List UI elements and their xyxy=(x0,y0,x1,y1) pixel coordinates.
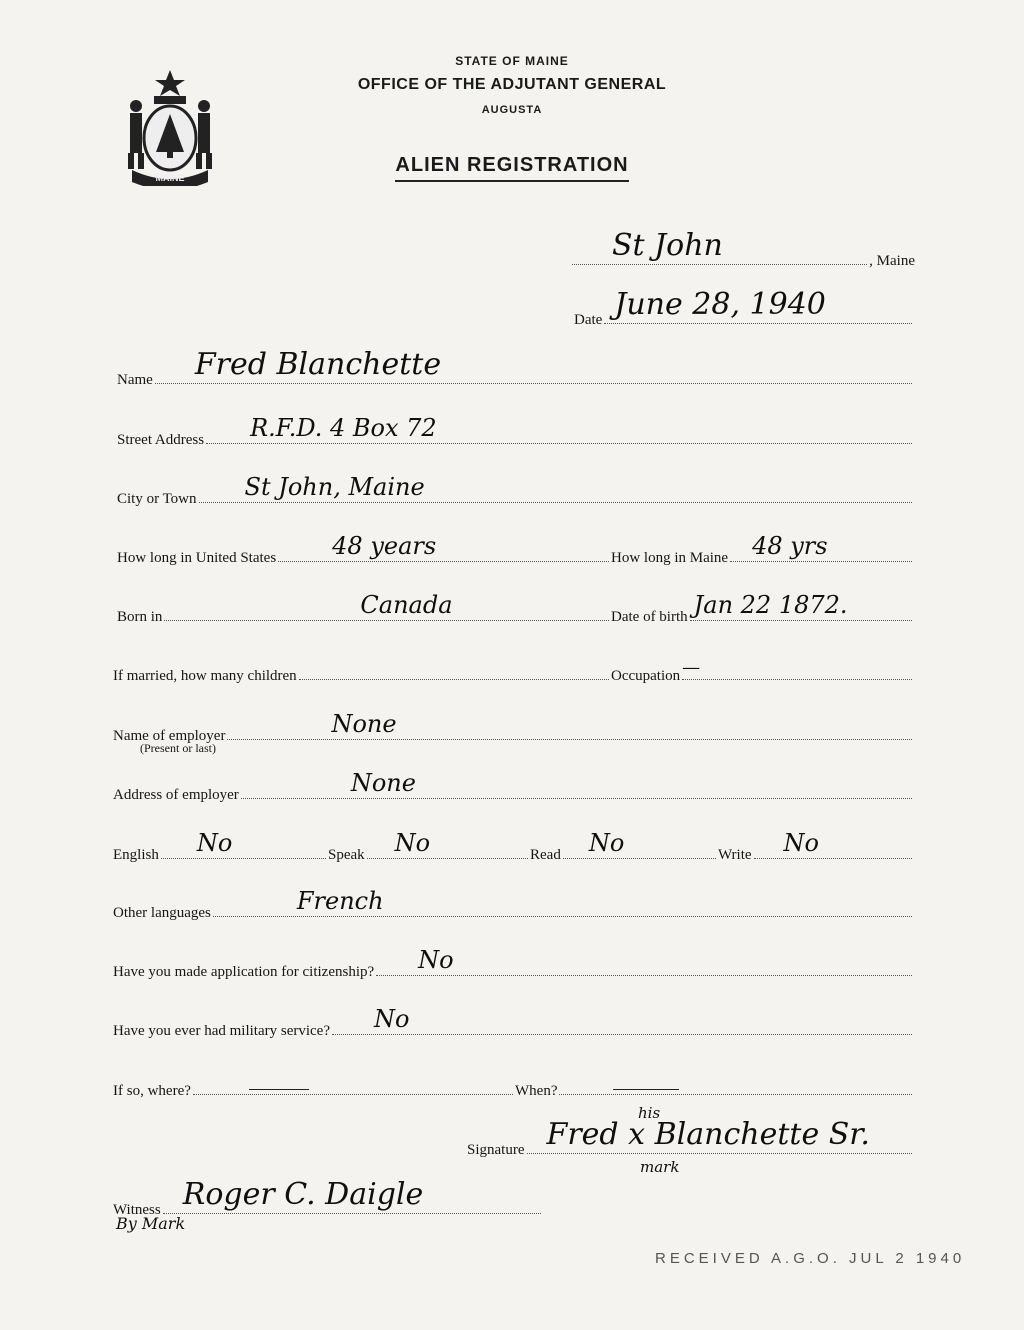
town-field xyxy=(570,228,915,270)
speak-line xyxy=(367,829,528,859)
where-dash xyxy=(249,1089,309,1090)
city-field xyxy=(117,473,914,508)
witness-label: Witness xyxy=(113,1202,161,1218)
signature-value: Fred x Blanchette Sr. xyxy=(546,1117,870,1152)
received-stamp: RECEIVED A.G.O. JUL 2 1940 xyxy=(655,1250,966,1267)
seal-text: MAINE xyxy=(155,173,185,183)
witness-value: Roger C. Daigle xyxy=(182,1177,424,1212)
street-value: R.F.D. 4 Box 72 xyxy=(250,414,437,442)
citizenship-line xyxy=(376,946,912,976)
years-maine-field xyxy=(611,532,914,567)
employer-address-line xyxy=(241,769,912,799)
citizenship-value: No xyxy=(418,946,454,974)
born-value: Canada xyxy=(360,591,453,619)
where-field xyxy=(113,1078,515,1100)
date-line xyxy=(604,287,912,324)
when-label: When? xyxy=(515,1083,558,1099)
signature-line xyxy=(527,1117,913,1154)
employer-note: (Present or last) xyxy=(140,741,216,755)
name-line xyxy=(155,347,912,384)
speak-field xyxy=(328,829,530,864)
years-us-line xyxy=(278,532,609,562)
when-field xyxy=(515,1078,914,1100)
write-label: Write xyxy=(718,847,752,863)
signature-mark: mark xyxy=(640,1158,680,1176)
dob-field xyxy=(611,591,914,626)
military-value: No xyxy=(374,1005,410,1033)
read-label: Read xyxy=(530,847,561,863)
signature-his: his xyxy=(638,1104,661,1122)
signature-label: Signature xyxy=(467,1142,525,1158)
employer-address-field xyxy=(113,769,914,804)
write-line xyxy=(754,829,912,859)
date-label: Date xyxy=(574,312,603,328)
languages-field xyxy=(113,887,914,922)
employer-label: Name of employer xyxy=(113,728,226,744)
dob-value: Jan 22 1872. xyxy=(693,591,848,619)
city-line xyxy=(199,473,912,503)
witness-line xyxy=(163,1177,541,1214)
children-line xyxy=(299,663,609,680)
citizenship-field xyxy=(113,946,914,981)
name-label: Name xyxy=(117,372,153,388)
city-value: St John, Maine xyxy=(244,473,425,501)
read-value: No xyxy=(588,829,625,857)
occupation-field xyxy=(611,657,914,685)
street-field xyxy=(117,414,914,449)
english-field xyxy=(113,829,328,864)
occupation-value: — xyxy=(682,657,701,678)
office-heading: OFFICE OF THE ADJUTANT GENERAL xyxy=(357,76,667,93)
when-dash xyxy=(613,1089,679,1090)
read-line xyxy=(563,829,716,859)
form-title xyxy=(0,154,1024,177)
employer-value: None xyxy=(331,710,397,738)
employer-address-value: None xyxy=(350,769,416,797)
speak-value: No xyxy=(394,829,431,857)
read-field xyxy=(530,829,718,864)
town-value: St John xyxy=(612,228,723,263)
street-label: Street Address xyxy=(117,432,205,448)
military-label: Have you ever had military service? xyxy=(113,1023,330,1039)
military-field xyxy=(113,1005,914,1040)
speak-label: Speak xyxy=(328,847,365,863)
military-line xyxy=(332,1005,912,1035)
write-value: No xyxy=(783,829,819,857)
born-label: Born in xyxy=(117,609,163,625)
occupation-label: Occupation xyxy=(611,668,681,684)
where-line xyxy=(193,1078,513,1095)
years-maine-line xyxy=(730,532,912,562)
name-field xyxy=(117,347,914,389)
write-field xyxy=(718,829,914,864)
born-field xyxy=(117,591,611,626)
years-us-field xyxy=(117,532,611,567)
state-heading: STATE OF MAINE xyxy=(455,54,569,68)
city-heading: AUGUSTA xyxy=(481,104,543,116)
years-maine-label: How long in Maine xyxy=(611,550,729,566)
languages-line xyxy=(213,887,912,917)
languages-label: Other languages xyxy=(113,905,211,921)
english-label: English xyxy=(113,847,159,863)
where-label: If so, where? xyxy=(113,1083,191,1099)
children-field xyxy=(113,663,611,685)
children-label: If married, how many children xyxy=(113,668,297,684)
languages-value: French xyxy=(296,887,384,915)
date-value: June 28, 1940 xyxy=(614,287,826,322)
born-line xyxy=(164,591,609,621)
english-line xyxy=(161,829,326,859)
years-us-label: How long in United States xyxy=(117,550,277,566)
years-maine-value: 48 yrs xyxy=(752,532,828,560)
employer-address-label: Address of employer xyxy=(113,787,239,803)
employer-field xyxy=(113,710,914,745)
witness-note: By Mark xyxy=(116,1214,186,1233)
occupation-line xyxy=(682,657,912,680)
when-line xyxy=(559,1078,912,1095)
employer-line xyxy=(227,710,912,740)
signature-field xyxy=(467,1117,914,1159)
town-suffix: , Maine xyxy=(869,253,915,269)
dob-label: Date of birth xyxy=(611,609,688,625)
form-title-text: ALIEN REGISTRATION xyxy=(395,154,628,182)
city-label: City or Town xyxy=(117,491,197,507)
date-field xyxy=(574,287,914,329)
street-line xyxy=(206,414,912,444)
years-us-value: 48 years xyxy=(332,532,437,560)
english-value: No xyxy=(196,829,233,857)
name-value: Fred Blanchette xyxy=(194,347,442,382)
town-line xyxy=(572,228,867,265)
dob-line xyxy=(690,591,912,621)
citizenship-label: Have you made application for citizenship? xyxy=(113,964,375,980)
